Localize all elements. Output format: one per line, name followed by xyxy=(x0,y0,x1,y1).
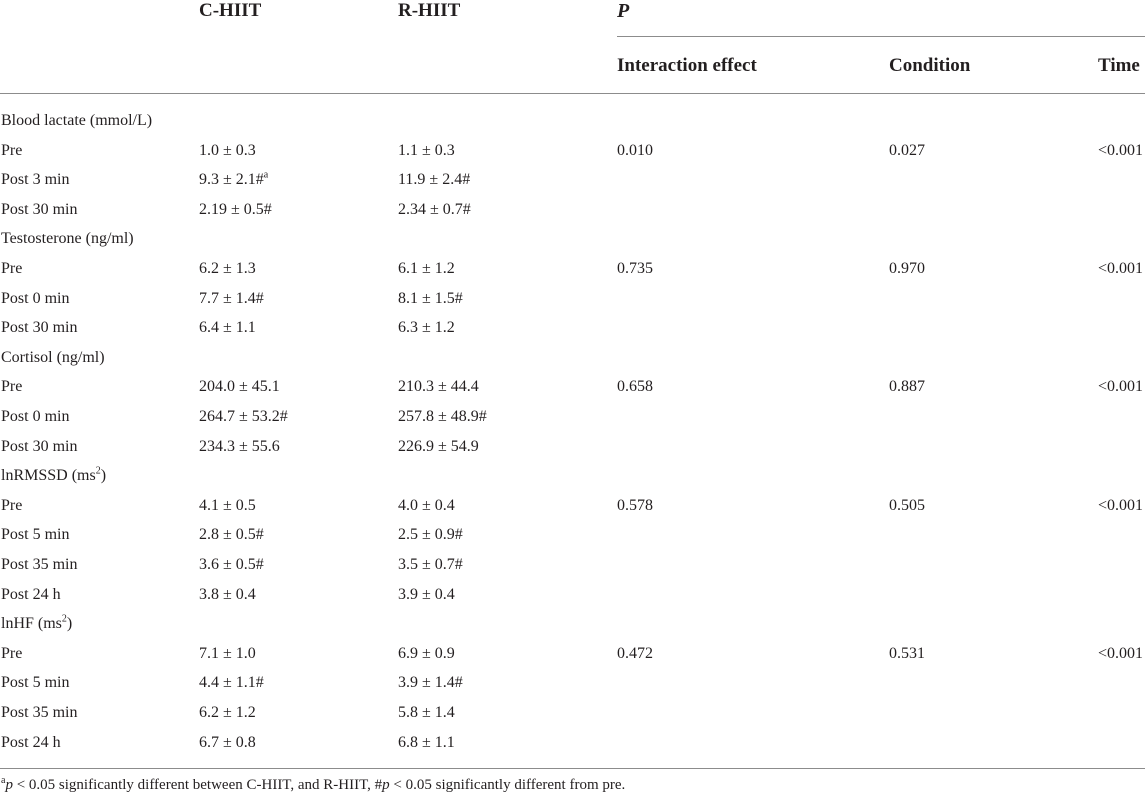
cell-interaction-p: 0.472 xyxy=(617,645,653,662)
footnote-text-1: < 0.05 significantly different between C-HIIT, and R-HIIT, # xyxy=(12,777,383,793)
cell-r-hiit: 2.5 ± 0.9# xyxy=(398,526,463,543)
row-label: Pre xyxy=(1,142,23,159)
cell-r-hiit: 4.0 ± 0.4 xyxy=(398,497,455,514)
footnote-marker: a xyxy=(1,775,6,786)
cell-r-hiit: 6.8 ± 1.1 xyxy=(398,734,455,751)
cell-interaction-p: 0.735 xyxy=(617,260,653,277)
cell-r-hiit: 6.9 ± 0.9 xyxy=(398,645,455,662)
section-label-text: Cortisol (ng/ml) xyxy=(1,349,105,366)
row-label: Pre xyxy=(1,378,23,395)
row-label: Post 24 h xyxy=(1,586,61,603)
cell-c-hiit xyxy=(199,408,288,426)
cell-r-hiit: 8.1 ± 1.5# xyxy=(398,290,463,307)
row-label: Post 30 min xyxy=(1,438,78,455)
cell-c-hiit xyxy=(199,201,272,219)
cell-c-hiit xyxy=(199,674,264,692)
cell-r-hiit: 6.1 ± 1.2 xyxy=(398,260,455,277)
header-r-hiit: R-HIIT xyxy=(398,0,461,21)
cell-r-hiit: 6.3 ± 1.2 xyxy=(398,319,455,336)
cell-r-hiit: 210.3 ± 44.4 xyxy=(398,378,479,395)
row-label: Post 30 min xyxy=(1,201,78,218)
row-label: Post 24 h xyxy=(1,734,61,751)
superscript: 2 xyxy=(95,465,101,477)
cell-c-hiit xyxy=(199,586,256,604)
row-label: Pre xyxy=(1,645,23,662)
section-label-text: Testosterone (ng/ml) xyxy=(1,230,134,247)
cell-r-hiit: 11.9 ± 2.4# xyxy=(398,171,471,188)
row-label: Post 35 min xyxy=(1,704,78,721)
cell-r-hiit: 1.1 ± 0.3 xyxy=(398,142,455,159)
header-p-value: P xyxy=(617,0,630,22)
cell-condition-p: 0.887 xyxy=(889,378,925,395)
header-interaction-effect: Interaction effect xyxy=(617,55,757,76)
superscript: 2 xyxy=(61,613,67,625)
cell-time-p: <0.001 xyxy=(1098,378,1144,395)
cell-c-hiit xyxy=(199,319,256,337)
cell-condition-p: 0.970 xyxy=(889,260,925,277)
cell-interaction-p: 0.658 xyxy=(617,378,653,395)
section-label-suffix: ) xyxy=(100,467,107,484)
section-label xyxy=(1,467,106,485)
section-label-suffix: ) xyxy=(66,615,73,632)
cell-r-hiit: 257.8 ± 48.9# xyxy=(398,408,487,425)
cell-time-p: <0.001 xyxy=(1098,142,1144,159)
cell-condition-p: 0.505 xyxy=(889,497,925,514)
cell-time-p: <0.001 xyxy=(1098,497,1144,514)
cell-c-hiit-value: 4.1 ± 0.5 xyxy=(199,497,256,514)
section-label xyxy=(1,230,134,248)
cell-r-hiit: 3.5 ± 0.7# xyxy=(398,556,463,573)
row-label: Post 30 min xyxy=(1,319,78,336)
section-label-text: lnHF (ms xyxy=(1,615,62,632)
header-time: Time xyxy=(1098,55,1140,76)
cell-c-hiit xyxy=(199,260,256,278)
section-label xyxy=(1,615,72,633)
cell-condition-p: 0.531 xyxy=(889,645,925,662)
section-label xyxy=(1,349,105,367)
table-bottom-rule xyxy=(0,768,1145,769)
cell-c-hiit-value: 1.0 ± 0.3 xyxy=(199,142,256,159)
cell-c-hiit-value: 6.7 ± 0.8 xyxy=(199,734,256,751)
row-label: Pre xyxy=(1,260,23,277)
cell-time-p: <0.001 xyxy=(1098,260,1144,277)
cell-c-hiit-value: 9.3 ± 2.1# xyxy=(199,171,264,188)
cell-c-hiit xyxy=(199,734,256,752)
cell-c-hiit xyxy=(199,290,264,308)
footnote-text-2: < 0.05 significantly different from pre. xyxy=(389,777,626,793)
row-label: Post 5 min xyxy=(1,526,70,543)
footnote-p-symbol: p xyxy=(5,777,13,793)
cell-c-hiit xyxy=(199,438,280,456)
cell-c-hiit-value: 3.8 ± 0.4 xyxy=(199,586,256,603)
cell-c-hiit-value: 3.6 ± 0.5# xyxy=(199,556,264,573)
cell-c-hiit xyxy=(199,526,264,544)
row-label: Post 3 min xyxy=(1,171,70,188)
cell-c-hiit-value: 264.7 ± 53.2# xyxy=(199,408,288,425)
cell-c-hiit-value: 6.2 ± 1.2 xyxy=(199,704,256,721)
cell-r-hiit: 226.9 ± 54.9 xyxy=(398,438,479,455)
cell-c-hiit-value: 7.7 ± 1.4# xyxy=(199,290,264,307)
cell-c-hiit-value: 6.4 ± 1.1 xyxy=(199,319,256,336)
cell-time-p: <0.001 xyxy=(1098,645,1144,662)
header-c-hiit: C-HIIT xyxy=(199,0,262,21)
cell-r-hiit: 3.9 ± 1.4# xyxy=(398,674,463,691)
cell-interaction-p: 0.578 xyxy=(617,497,653,514)
cell-r-hiit: 2.34 ± 0.7# xyxy=(398,201,471,218)
cell-r-hiit: 5.8 ± 1.4 xyxy=(398,704,455,721)
row-label: Post 0 min xyxy=(1,290,70,307)
footnote-p-symbol: p xyxy=(382,777,390,793)
cell-c-hiit xyxy=(199,645,256,663)
section-label-text: lnRMSSD (ms xyxy=(1,467,96,484)
section-label xyxy=(1,112,152,130)
row-label: Pre xyxy=(1,497,23,514)
cell-r-hiit: 3.9 ± 0.4 xyxy=(398,586,455,603)
cell-c-hiit-value: 234.3 ± 55.6 xyxy=(199,438,280,455)
cell-c-hiit-value: 2.19 ± 0.5# xyxy=(199,201,272,218)
cell-c-hiit-value: 4.4 ± 1.1# xyxy=(199,674,264,691)
cell-c-hiit xyxy=(199,142,256,160)
cell-c-hiit xyxy=(199,497,256,515)
cell-c-hiit xyxy=(199,171,268,189)
row-label: Post 35 min xyxy=(1,556,78,573)
row-label: Post 0 min xyxy=(1,408,70,425)
superscript: a xyxy=(263,169,269,181)
cell-c-hiit xyxy=(199,704,256,722)
header-condition: Condition xyxy=(889,55,971,76)
cell-interaction-p: 0.010 xyxy=(617,142,653,159)
p-value-rule xyxy=(617,36,1145,37)
cell-c-hiit-value: 7.1 ± 1.0 xyxy=(199,645,256,662)
section-label-text: Blood lactate (mmol/L) xyxy=(1,112,153,129)
row-label: Post 5 min xyxy=(1,674,70,691)
cell-c-hiit xyxy=(199,378,280,396)
table-footnote xyxy=(1,776,625,794)
cell-condition-p: 0.027 xyxy=(889,142,925,159)
cell-c-hiit xyxy=(199,556,264,574)
cell-c-hiit-value: 2.8 ± 0.5# xyxy=(199,526,264,543)
header-bottom-rule xyxy=(0,93,1145,94)
cell-c-hiit-value: 204.0 ± 45.1 xyxy=(199,378,280,395)
cell-c-hiit-value: 6.2 ± 1.3 xyxy=(199,260,256,277)
